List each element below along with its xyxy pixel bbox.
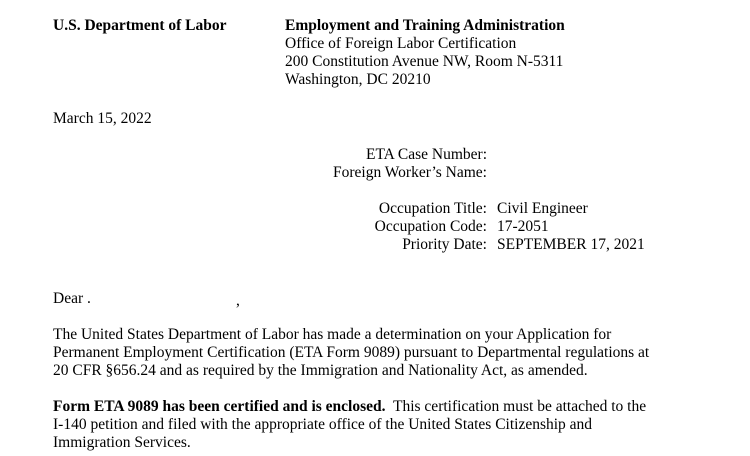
letter-date: March 15, 2022	[53, 110, 152, 127]
paragraph-1-line-2: Permanent Employment Certification (ETA Form 9089) pursuant to Departmental regulations at	[53, 344, 650, 361]
occupation-code-value: 17-2051	[497, 218, 549, 235]
agency-name: Employment and Training Administration	[285, 17, 565, 34]
case-number-label: ETA Case Number:	[365, 146, 487, 163]
priority-date-value: SEPTEMBER 17, 2021	[497, 236, 645, 253]
case-labels	[250, 146, 487, 182]
paragraph-2-line-1	[53, 398, 646, 416]
priority-date-label: Priority Date:	[402, 236, 487, 253]
attachment-instruction: This certification must be attached to the	[385, 398, 647, 415]
determination-paragraph	[53, 326, 649, 380]
address-line-2: Washington, DC 20210	[285, 71, 431, 88]
address-line-1: 200 Constitution Avenue NW, Room N-5311	[285, 53, 564, 70]
occupation-title-value: Civil Engineer	[497, 200, 588, 217]
occupation-title-label: Occupation Title:	[378, 200, 487, 217]
salutation-greeting: Dear .	[53, 290, 91, 307]
occupation-labels	[250, 200, 487, 254]
department-name: U.S. Department of Labor	[53, 17, 227, 34]
certification-paragraph	[53, 398, 646, 452]
salutation-comma: ,	[236, 292, 240, 309]
occupation-code-label: Occupation Code:	[374, 218, 487, 235]
certified-statement: Form ETA 9089 has been certified and is enclosed.	[53, 398, 386, 415]
paragraph-2-line-3: Immigration Services.	[53, 434, 191, 451]
occupation-values	[497, 200, 645, 254]
worker-name-label: Foreign Worker’s Name:	[332, 164, 487, 181]
paragraph-1-line-3: 20 CFR §656.24 and as required by the Immigration and Nationality Act, as amended.	[53, 362, 588, 379]
agency-address-block	[285, 17, 565, 89]
paragraph-2-line-2: I-140 petition and filed with the appropriate office of the United States Citizenship and	[53, 416, 593, 433]
paragraph-1-line-1: The United States Department of Labor has made a determination on your Application for	[53, 326, 612, 343]
office-name: Office of Foreign Labor Certification	[285, 35, 517, 52]
